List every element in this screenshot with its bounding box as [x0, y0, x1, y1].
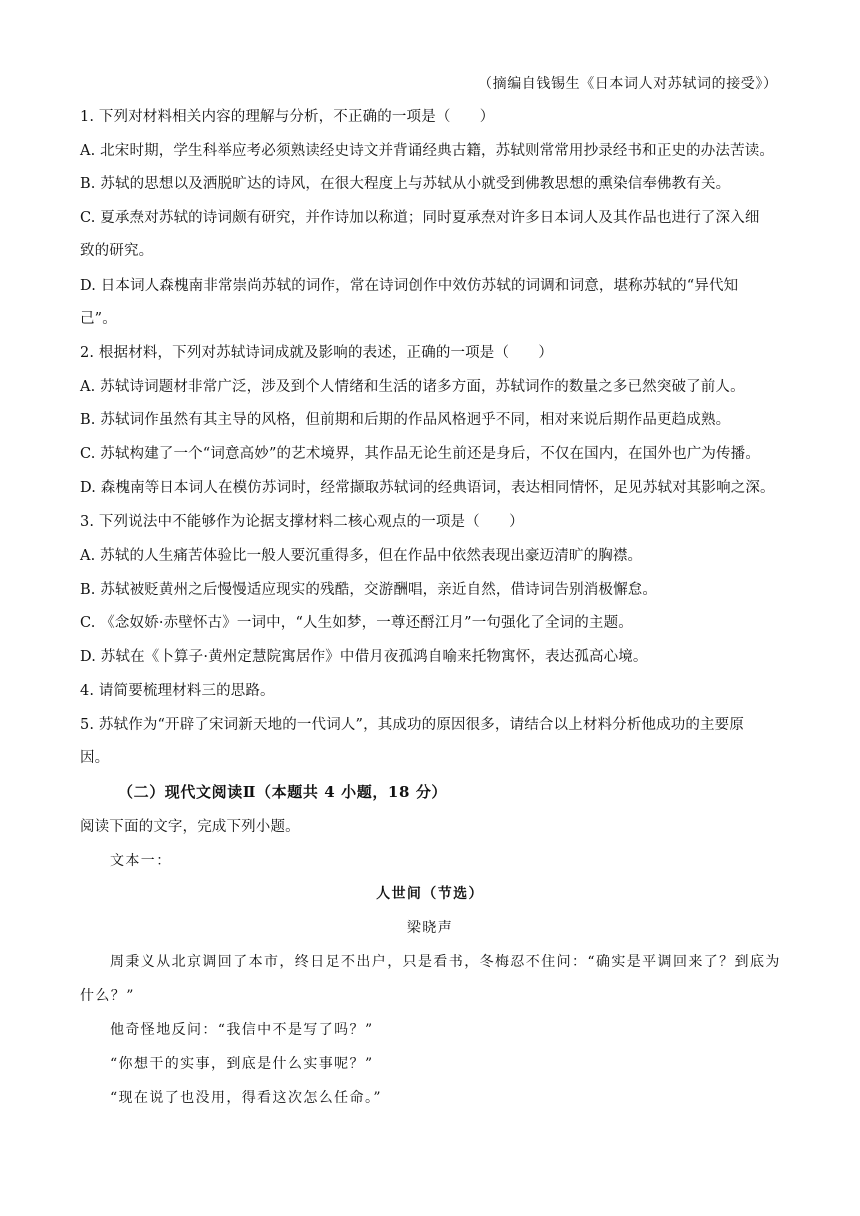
story-author: 梁晓声: [406, 920, 454, 936]
story-paragraph-3: “你想干的实事，到底是什么实事呢？”: [110, 1056, 374, 1072]
text-label: 文本一：: [110, 853, 172, 869]
question-2-option-c: C. 苏轼构建了一个“词意高妙”的艺术境界，其作品无论生前还是身后，不仅在国内，在国外也广为传播。: [80, 446, 760, 462]
source-citation: （摘编自钱锡生《日本词人对苏轼词的接受》）: [478, 76, 778, 92]
question-3-option-b: B. 苏轼被贬黄州之后慢慢适应现实的残酷，交游酬唱，亲近自然，借诗词告别消极懈怠。: [80, 582, 658, 598]
question-1-option-d: D. 日本词人森槐南非常崇尚苏轼的词作，常在诗词创作中效仿苏轼的词调和词意，堪称苏轼的“异代知: [80, 278, 739, 294]
question-3-option-c: C. 《念奴娇·赤壁怀古》一词中，“人生如梦，一尊还酹江月”一句强化了全词的主题。: [80, 615, 633, 631]
question-5: 5. 苏轼作为“开辟了宋词新天地的一代词人”，其成功的原因很多，请结合以上材料分析他成功的主要原: [80, 717, 744, 733]
story-paragraph-2: 他奇怪地反问：“我信中不是写了吗？”: [110, 1022, 374, 1038]
story-paragraph-1-continued: 什么？”: [80, 988, 135, 1004]
question-1-option-b: B. 苏轼的思想以及洒脱旷达的诗风，在很大程度上与苏轼从小就受到佛教思想的熏染信奉佛教有关。: [80, 176, 731, 192]
question-1-option-c-continued: 致的研究。: [80, 243, 154, 259]
section-heading: （二）现代文阅读Ⅱ（本题共 4 小题，18 分）: [118, 783, 448, 801]
reading-instruction: 阅读下面的文字，完成下列小题。: [80, 819, 300, 835]
question-3-option-d: D. 苏轼在《卜算子·黄州定慧院寓居作》中借月夜孤鸿自喻来托物寓怀，表达孤高心境。: [80, 649, 648, 665]
question-1-option-c: C. 夏承焘对苏轼的诗词颇有研究，并作诗加以称道；同时夏承焘对许多日本词人及其作品也进行了深入细: [80, 210, 760, 226]
question-2-option-b: B. 苏轼词作虽然有其主导的风格，但前期和后期的作品风格迥乎不同，相对来说后期作品更趋成熟。: [80, 412, 731, 428]
story-paragraph-4: “现在说了也没用，得看这次怎么任命。”: [110, 1090, 382, 1106]
question-2-stem: 2. 根据材料，下列对苏轼诗词成就及影响的表述，正确的一项是（ ）: [80, 345, 554, 361]
question-1-option-a: A. 北宋时期，学生科举应考必须熟读经史诗文并背诵经典古籍，苏轼则常常用抄录经书和正史的办法苦读。: [80, 143, 775, 159]
question-1-stem: 1. 下列对材料相关内容的理解与分析，不正确的一项是（ ）: [80, 109, 495, 125]
story-paragraph-1: 周秉义从北京调回了本市，终日足不出户，只是看书，冬梅忍不住问：“确实是平调回来了？到底为: [110, 954, 781, 970]
question-1-option-d-continued: 己”。: [80, 311, 117, 327]
question-3-option-a: A. 苏轼的人生痛苦体验比一般人要沉重得多，但在作品中依然表现出豪迈清旷的胸襟。: [80, 548, 643, 564]
story-title: 人世间（节选）: [376, 886, 484, 902]
question-2-option-a: A. 苏轼诗词题材非常广泛，涉及到个人情绪和生活的诸多方面，苏轼词作的数量之多已然突破了前人。: [80, 379, 745, 395]
question-2-option-d: D. 森槐南等日本词人在模仿苏词时，经常撷取苏轼词的经典语词，表达相同情怀，足见苏轼对其影响之深。: [80, 480, 775, 496]
question-4: 4. 请简要梳理材料三的思路。: [80, 683, 275, 699]
question-3-stem: 3. 下列说法中不能够作为论据支撑材料二核心观点的一项是（ ）: [80, 514, 524, 530]
question-5-continued: 因。: [80, 750, 110, 766]
